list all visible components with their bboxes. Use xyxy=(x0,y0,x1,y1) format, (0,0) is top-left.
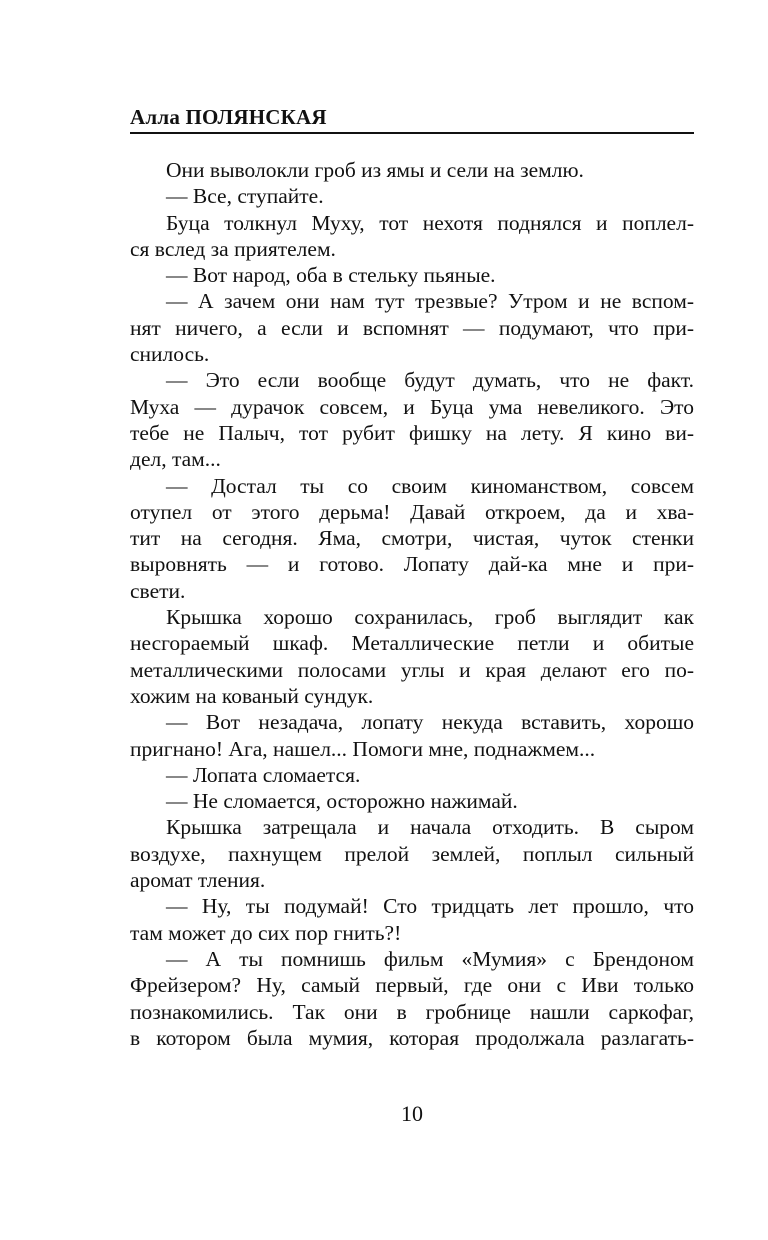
text-line: ся вслед за приятелем. xyxy=(130,236,336,261)
text-line: отупел от этого дерьма! Давай откроем, да и хва- xyxy=(130,499,694,524)
text-line: пригнано! Ага, нашел... Помоги мне, поднажмем... xyxy=(130,736,596,761)
text-line: там может до сих пор гнить?! xyxy=(130,920,402,945)
text-line: — Это если вообще будут думать, что не факт. xyxy=(166,368,694,393)
text-line: — Вот народ, оба в стельку пьяные. xyxy=(166,263,496,288)
text-line: выровнять — и готово. Лопату дай-ка мне и при- xyxy=(130,552,694,577)
text-line: Буца толкнул Муху, тот нехотя поднялся и поплел- xyxy=(166,210,694,235)
text-line: металлическими полосами углы и края делают его по- xyxy=(130,657,694,682)
body-text xyxy=(130,157,694,1051)
text-line: — А зачем они нам тут трезвые? Утром и не вспом- xyxy=(166,289,694,314)
text-line: хожим на кованый сундук. xyxy=(130,683,374,708)
text-line: свети. xyxy=(130,578,186,603)
text-line: Крышка хорошо сохранилась, гроб выглядит как xyxy=(166,605,694,630)
author-name: Алла ПОЛЯНСКАЯ xyxy=(130,105,327,129)
text-line: познакомились. Так они в гробнице нашли саркофаг, xyxy=(130,999,694,1024)
text-line: снилось. xyxy=(130,342,210,367)
text-line: — Достал ты со своим киноманством, совсем xyxy=(166,473,694,498)
text-line: аромат тления. xyxy=(130,868,266,893)
text-line: воздухе, пахнущем прелой землей, поплыл сильный xyxy=(130,841,694,866)
text-line: — Все, ступайте. xyxy=(166,184,324,209)
text-line: Крышка затрещала и начала отходить. В сыром xyxy=(166,815,694,840)
text-line: Фрейзером? Ну, самый первый, где они с Иви только xyxy=(130,973,694,998)
text-line: нят ничего, а если и вспомнят — подумают, что при- xyxy=(130,315,694,340)
text-line: — Ну, ты подумай! Сто тридцать лет прошло, что xyxy=(166,894,694,919)
text-line: в котором была мумия, которая продолжала разлагать- xyxy=(130,1025,694,1050)
text-line: тебе не Палыч, тот рубит фишку на лету. Я кино ви- xyxy=(130,420,694,445)
running-header xyxy=(130,104,694,134)
text-line: — А ты помнишь фильм «Мумия» с Брендоном xyxy=(166,946,694,971)
text-line: тит на сегодня. Яма, смотри, чистая, чуток стенки xyxy=(130,526,694,551)
text-line: — Вот незадача, лопату некуда вставить, хорошо xyxy=(166,710,694,735)
text-line: — Лопата сломается. xyxy=(166,762,361,787)
text-line: дел, там... xyxy=(130,447,221,472)
page-number: 10 xyxy=(401,1101,423,1126)
text-line: несгораемый шкаф. Металлические петли и обитые xyxy=(130,631,694,656)
text-line: — Не сломается, осторожно нажимай. xyxy=(166,789,518,814)
text-line: Они выволокли гроб из ямы и сели на землю. xyxy=(166,158,584,182)
text-line: Муха — дурачок совсем, и Буца ума невеликого. Это xyxy=(130,394,694,419)
